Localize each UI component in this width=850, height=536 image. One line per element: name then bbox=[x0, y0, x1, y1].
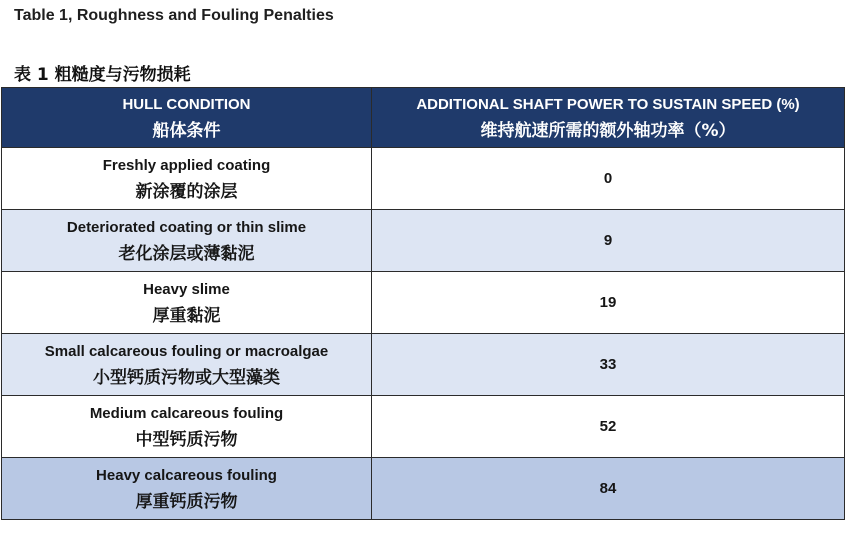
condition-cell bbox=[2, 334, 372, 396]
condition-en: Medium calcareous fouling bbox=[89, 404, 284, 422]
condition-en: Small calcareous fouling or macroalgae bbox=[44, 342, 329, 360]
table-row bbox=[2, 272, 845, 334]
header-hull-condition bbox=[2, 88, 372, 148]
power-value-cell: 33 bbox=[372, 334, 845, 396]
table-row bbox=[2, 396, 845, 458]
table-row bbox=[2, 210, 845, 272]
header-additional-power-zh: 维持航速所需的额外轴功率（%） bbox=[480, 120, 736, 141]
table-row bbox=[2, 458, 845, 520]
condition-en: Heavy calcareous fouling bbox=[96, 466, 277, 484]
table-title-chinese: 表 1 粗糙度与污物损耗 bbox=[14, 65, 191, 85]
table-row bbox=[2, 334, 845, 396]
header-hull-condition-zh: 船体条件 bbox=[152, 120, 221, 141]
power-value-cell: 9 bbox=[372, 210, 845, 272]
power-value-cell: 19 bbox=[372, 272, 845, 334]
condition-en: Deteriorated coating or thin slime bbox=[66, 218, 307, 236]
condition-zh: 厚重钙质污物 bbox=[135, 491, 238, 512]
table-title-english: Table 1, Roughness and Fouling Penalties bbox=[14, 7, 334, 24]
table-row bbox=[2, 148, 845, 210]
power-value-cell: 0 bbox=[372, 148, 845, 210]
power-value-cell: 52 bbox=[372, 396, 845, 458]
header-hull-condition-en: HULL CONDITION bbox=[122, 95, 251, 113]
condition-cell bbox=[2, 210, 372, 272]
header-additional-power-en: ADDITIONAL SHAFT POWER TO SUSTAIN SPEED (%) bbox=[416, 95, 800, 113]
power-value-cell: 84 bbox=[372, 458, 845, 520]
condition-zh: 老化涂层或薄黏泥 bbox=[118, 243, 255, 264]
condition-cell bbox=[2, 396, 372, 458]
condition-cell bbox=[2, 272, 372, 334]
condition-cell bbox=[2, 148, 372, 210]
header-additional-power bbox=[372, 88, 845, 148]
condition-en: Freshly applied coating bbox=[102, 156, 271, 174]
condition-cell bbox=[2, 458, 372, 520]
condition-zh: 小型钙质污物或大型藻类 bbox=[93, 367, 280, 388]
condition-zh: 新涂覆的涂层 bbox=[135, 181, 238, 202]
condition-zh: 厚重黏泥 bbox=[152, 305, 221, 326]
fouling-penalties-table bbox=[1, 87, 845, 520]
table-header-row bbox=[2, 88, 845, 148]
condition-en: Heavy slime bbox=[143, 280, 230, 298]
condition-zh: 中型钙质污物 bbox=[135, 429, 238, 450]
